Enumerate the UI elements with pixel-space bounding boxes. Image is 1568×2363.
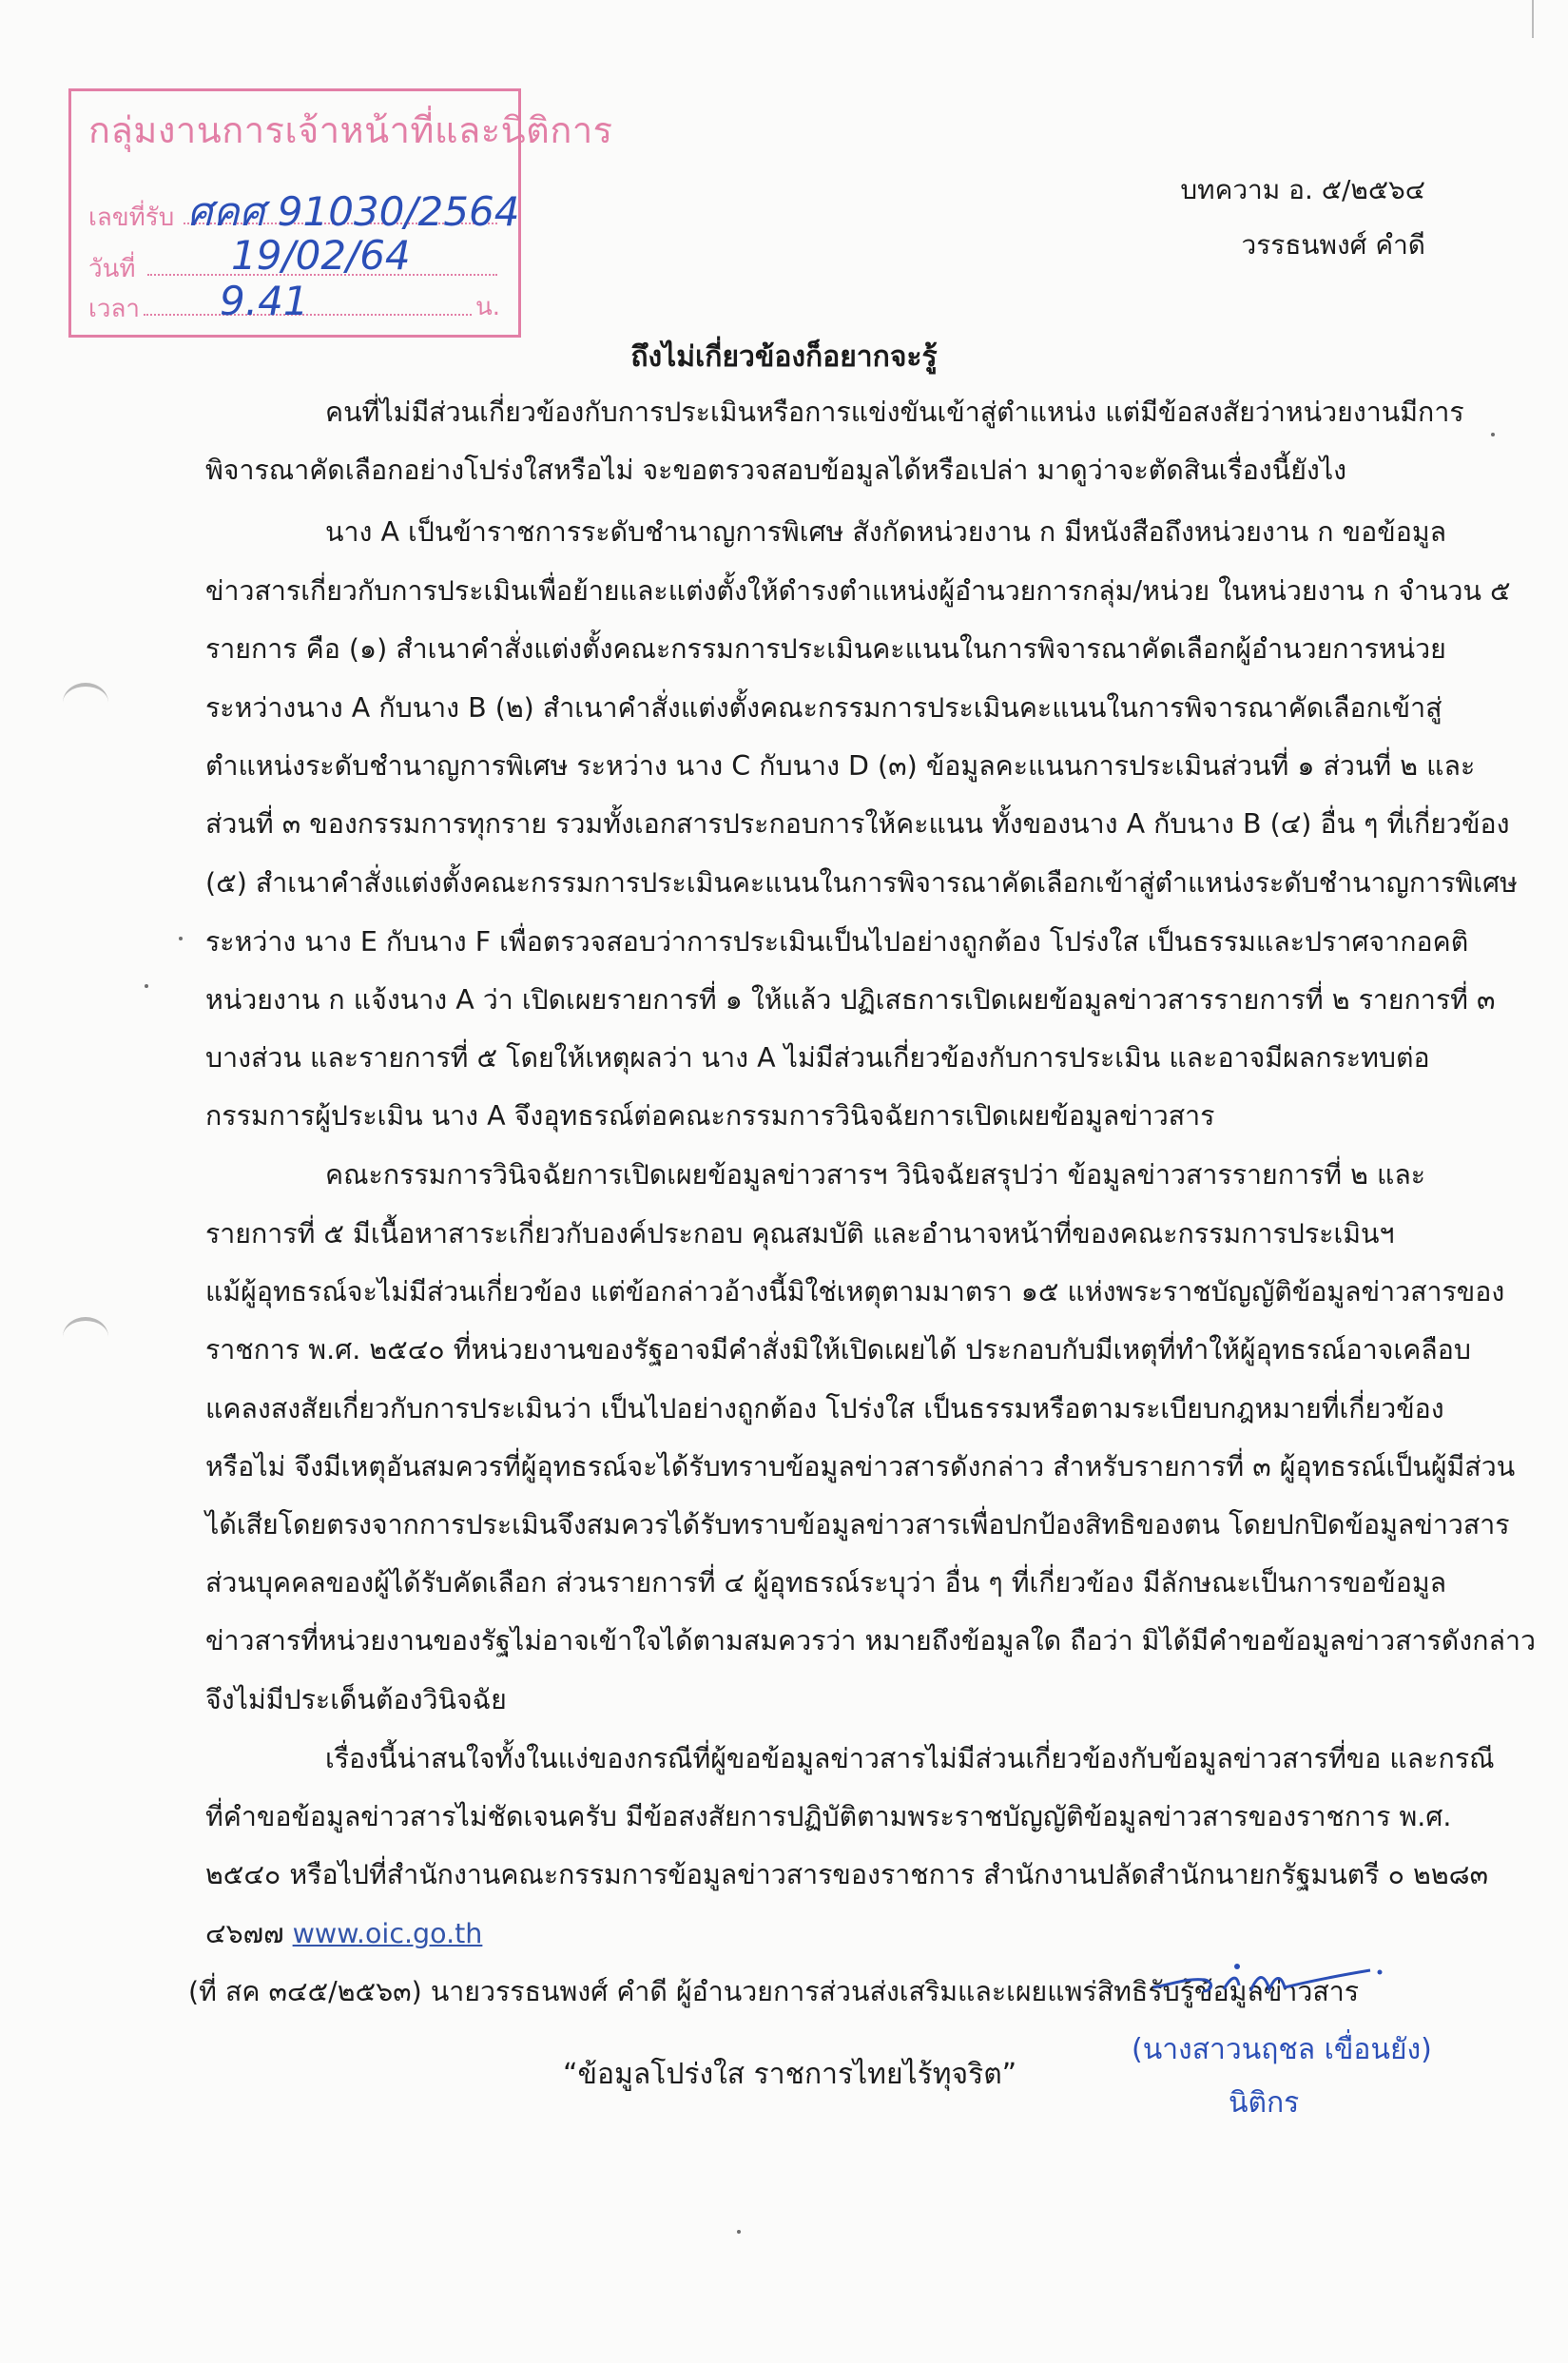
speck <box>1491 433 1495 436</box>
signer-name: (นางสาวนฤชล เขื่อนยัง) <box>1132 2033 1432 2066</box>
body-line: กรรมการผู้ประเมิน นาง A จึงอุทธรณ์ต่อคณะกรรมการวินิจฉัยการเปิดเผยข้อมูลข่าวสาร <box>205 1100 1215 1132</box>
stamp-time-label: เวลา <box>88 295 141 323</box>
contact-line <box>205 1918 483 1949</box>
received-stamp <box>68 88 613 338</box>
body-line: ข่าวสารเกี่ยวกับการประเมินเพื่อย้ายและแต่งตั้งให้ดำรงตำแหน่งผู้อำนวยการกลุ่ม/หน่วย ในหน่วยงาน ก จำนวน ๕ <box>205 575 1511 607</box>
body-line: หรือไม่ จึงมีเหตุอันสมควรที่ผู้อุทธรณ์จะได้รับทราบข้อมูลข่าวสารดังกล่าว สำหรับรายการที่ ๓ ผู้อุทธรณ์เป็นผู้มีส่วน <box>205 1451 1516 1482</box>
article-author: วรรธนพงศ์ คำดี <box>1241 229 1425 261</box>
body-line: ระหว่าง นาง E กับนาง F เพื่อตรวจสอบว่าการประเมินเป็นไปอย่างถูกต้อง โปร่งใส เป็นธรรมและปราศจากอคติ <box>205 926 1469 958</box>
body-line: หน่วยงาน ก แจ้งนาง A ว่า เปิดเผยรายการที่ ๑ ให้แล้ว ปฏิเสธการเปิดเผยข้อมูลข่าวสารรายการที่ ๒ รายการที่ ๓ <box>205 984 1496 1016</box>
stamp-received-no-value: ศคศ 91030/2564 <box>187 188 520 235</box>
speck <box>737 2230 741 2234</box>
punch-hole <box>63 683 108 723</box>
stamp-received-no-label: เลขที่รับ <box>88 203 175 232</box>
slogan: “ข้อมูลโปร่งใส ราชการไทยไร้ทุจริต” <box>563 2058 1017 2091</box>
stamp-title: กลุ่มงานการเจ้าหน้าที่และนิติการ <box>88 109 613 151</box>
source-note: (ที่ สค ๓๔๕/๒๕๖๓) นายวรรธนพงศ์ คำดี ผู้อำนวยการส่วนส่งเสริมและเผยแพร่สิทธิรับรู้ข้อมูลข่าวสาร <box>188 1976 1360 2007</box>
article-title: ถึงไม่เกี่ยวข้องก็อยากจะรู้ <box>630 340 938 374</box>
page-edge-mark <box>1532 0 1534 38</box>
stamp-time-unit: น. <box>475 293 501 321</box>
body-line: แม้ผู้อุทธรณ์จะไม่มีส่วนเกี่ยวข้อง แต่ข้อกล่าวอ้างนี้มิใช่เหตุตามมาตรา ๑๕ แห่งพระราชบัญญัติข้อมูลข่าวสารของ <box>205 1276 1505 1307</box>
body-line: ระหว่างนาง A กับนาง B (๒) สำเนาคำสั่งแต่งตั้งคณะกรรมการประเมินคะแนนในการพิจารณาคัดเลือกเข้าสู่ <box>205 692 1442 724</box>
stamp-date-label: วันที่ <box>88 255 136 283</box>
stamp-date-value: 19/02/64 <box>231 232 411 279</box>
contact-phone-tail: ๔๖๗๗ <box>205 1918 284 1949</box>
speck <box>179 937 183 940</box>
body-line: รายการ คือ (๑) สำเนาคำสั่งแต่งตั้งคณะกรรมการประเมินคะแนนในการพิจารณาคัดเลือกผู้อำนวยการหน่วย <box>205 633 1446 665</box>
stamp-received-no-row <box>88 198 174 237</box>
body-line: ที่คำขอข้อมูลข่าวสารไม่ชัดเจนครับ มีข้อสงสัยการปฏิบัติตามพระราชบัญญัติข้อมูลข่าวสารของราชการ พ.ศ. <box>205 1801 1452 1832</box>
body-line: นาง A เป็นข้าราชการระดับชำนาญการพิเศษ สังกัดหน่วยงาน ก มีหนังสือถึงหน่วยงาน ก ขอข้อมูล <box>325 516 1447 548</box>
body-line: พิจารณาคัดเลือกอย่างโปร่งใสหรือไม่ จะขอตรวจสอบข้อมูลได้หรือเปล่า มาดูว่าจะตัดสินเรื่องนี้ยังไง <box>205 455 1347 486</box>
body-line: เรื่องนี้น่าสนใจทั้งในแง่ของกรณีที่ผู้ขอข้อมูลข่าวสารไม่มีส่วนเกี่ยวข้องกับข้อมูลข่าวสารที่ขอ และกรณี <box>325 1743 1495 1774</box>
punch-hole <box>63 1317 108 1357</box>
body-line: คณะกรรมการวินิจฉัยการเปิดเผยข้อมูลข่าวสารฯ วินิจฉัยสรุปว่า ข้อมูลข่าวสารรายการที่ ๒ และ <box>325 1159 1426 1191</box>
body-line: (๕) สำเนาคำสั่งแต่งตั้งคณะกรรมการประเมินคะแนนในการพิจารณาคัดเลือกเข้าสู่ตำแหน่งระดับชำนาญการพิเศษ <box>205 867 1518 899</box>
handwritten-signature <box>1146 1947 1393 2014</box>
body-line: ส่วนบุคคลของผู้ได้รับคัดเลือก ส่วนรายการที่ ๔ ผู้อุทธรณ์ระบุว่า อื่น ๆ ที่เกี่ยวข้อง มีลักษณะเป็นการขอข้อมูล <box>205 1567 1447 1598</box>
body-line: บางส่วน และรายการที่ ๕ โดยให้เหตุผลว่า นาง A ไม่มีส่วนเกี่ยวข้องกับการประเมิน และอาจมีผลกระทบต่อ <box>205 1042 1430 1074</box>
body-line: ส่วนที่ ๓ ของกรรมการทุกราย รวมทั้งเอกสารประกอบการให้คะแนน ทั้งของนาง A กับนาง B (๔) อื่น ๆ ที่เกี่ยวข้อง <box>205 808 1510 840</box>
body-line: ได้เสียโดยตรงจากการประเมินจึงสมควรได้รับทราบข้อมูลข่าวสารเพื่อปกป้องสิทธิของตน โดยปกปิดข้อมูลข่าวสาร <box>205 1509 1510 1540</box>
stamp-time-row <box>88 289 140 328</box>
body-line: ตำแหน่งระดับชำนาญการพิเศษ ระหว่าง นาง C กับนาง D (๓) ข้อมูลคะแนนการประเมินส่วนที่ ๑ ส่วนที่ ๒ และ <box>205 750 1476 782</box>
stamp-time-value: 9.41 <box>220 278 309 324</box>
website-link[interactable]: www.oic.go.th <box>292 1918 483 1949</box>
article-reference-number: บทความ อ. ๕/๒๕๖๔ <box>1180 174 1425 205</box>
body-line: คนที่ไม่มีส่วนเกี่ยวข้องกับการประเมินหรือการแข่งขันเข้าสู่ตำแหน่ง แต่มีข้อสงสัยว่าหน่วยงานมีการ <box>325 397 1464 428</box>
body-line: ๒๕๔๐ หรือไปที่สำนักงานคณะกรรมการข้อมูลข่าวสารของราชการ สำนักงานปลัดสำนักนายกรัฐมนตรี ๐ ๒๒๘๓ <box>205 1859 1489 1890</box>
stamp-date-row <box>88 249 136 288</box>
body-line: ข่าวสารที่หน่วยงานของรัฐไม่อาจเข้าใจได้ตามสมควรว่า หมายถึงข้อมูลใด ถือว่า มิได้มีคำขอข้อมูลข่าวสารดังกล่าว <box>205 1625 1536 1656</box>
signer-position: นิติกร <box>1229 2086 1300 2120</box>
speck <box>145 984 148 988</box>
body-line: รายการที่ ๕ มีเนื้อหาสาระเกี่ยวกับองค์ประกอบ คุณสมบัติ และอำนาจหน้าที่ของคณะกรรมการประเมินฯ <box>205 1218 1395 1249</box>
body-line: จึงไม่มีประเด็นต้องวินิจฉัย <box>205 1684 507 1715</box>
body-line: ราชการ พ.ศ. ๒๕๔๐ ที่หน่วยงานของรัฐอาจมีคำสั่งมิให้เปิดเผยได้ ประกอบกับมีเหตุที่ทำให้ผู้อุทธรณ์อาจเคลือบ <box>205 1334 1471 1366</box>
body-line: แคลงสงสัยเกี่ยวกับการประเมินว่า เป็นไปอย่างถูกต้อง โปร่งใส เป็นธรรมหรือตามระเบียบกฎหมายที่เกี่ยวข้อง <box>205 1393 1444 1424</box>
